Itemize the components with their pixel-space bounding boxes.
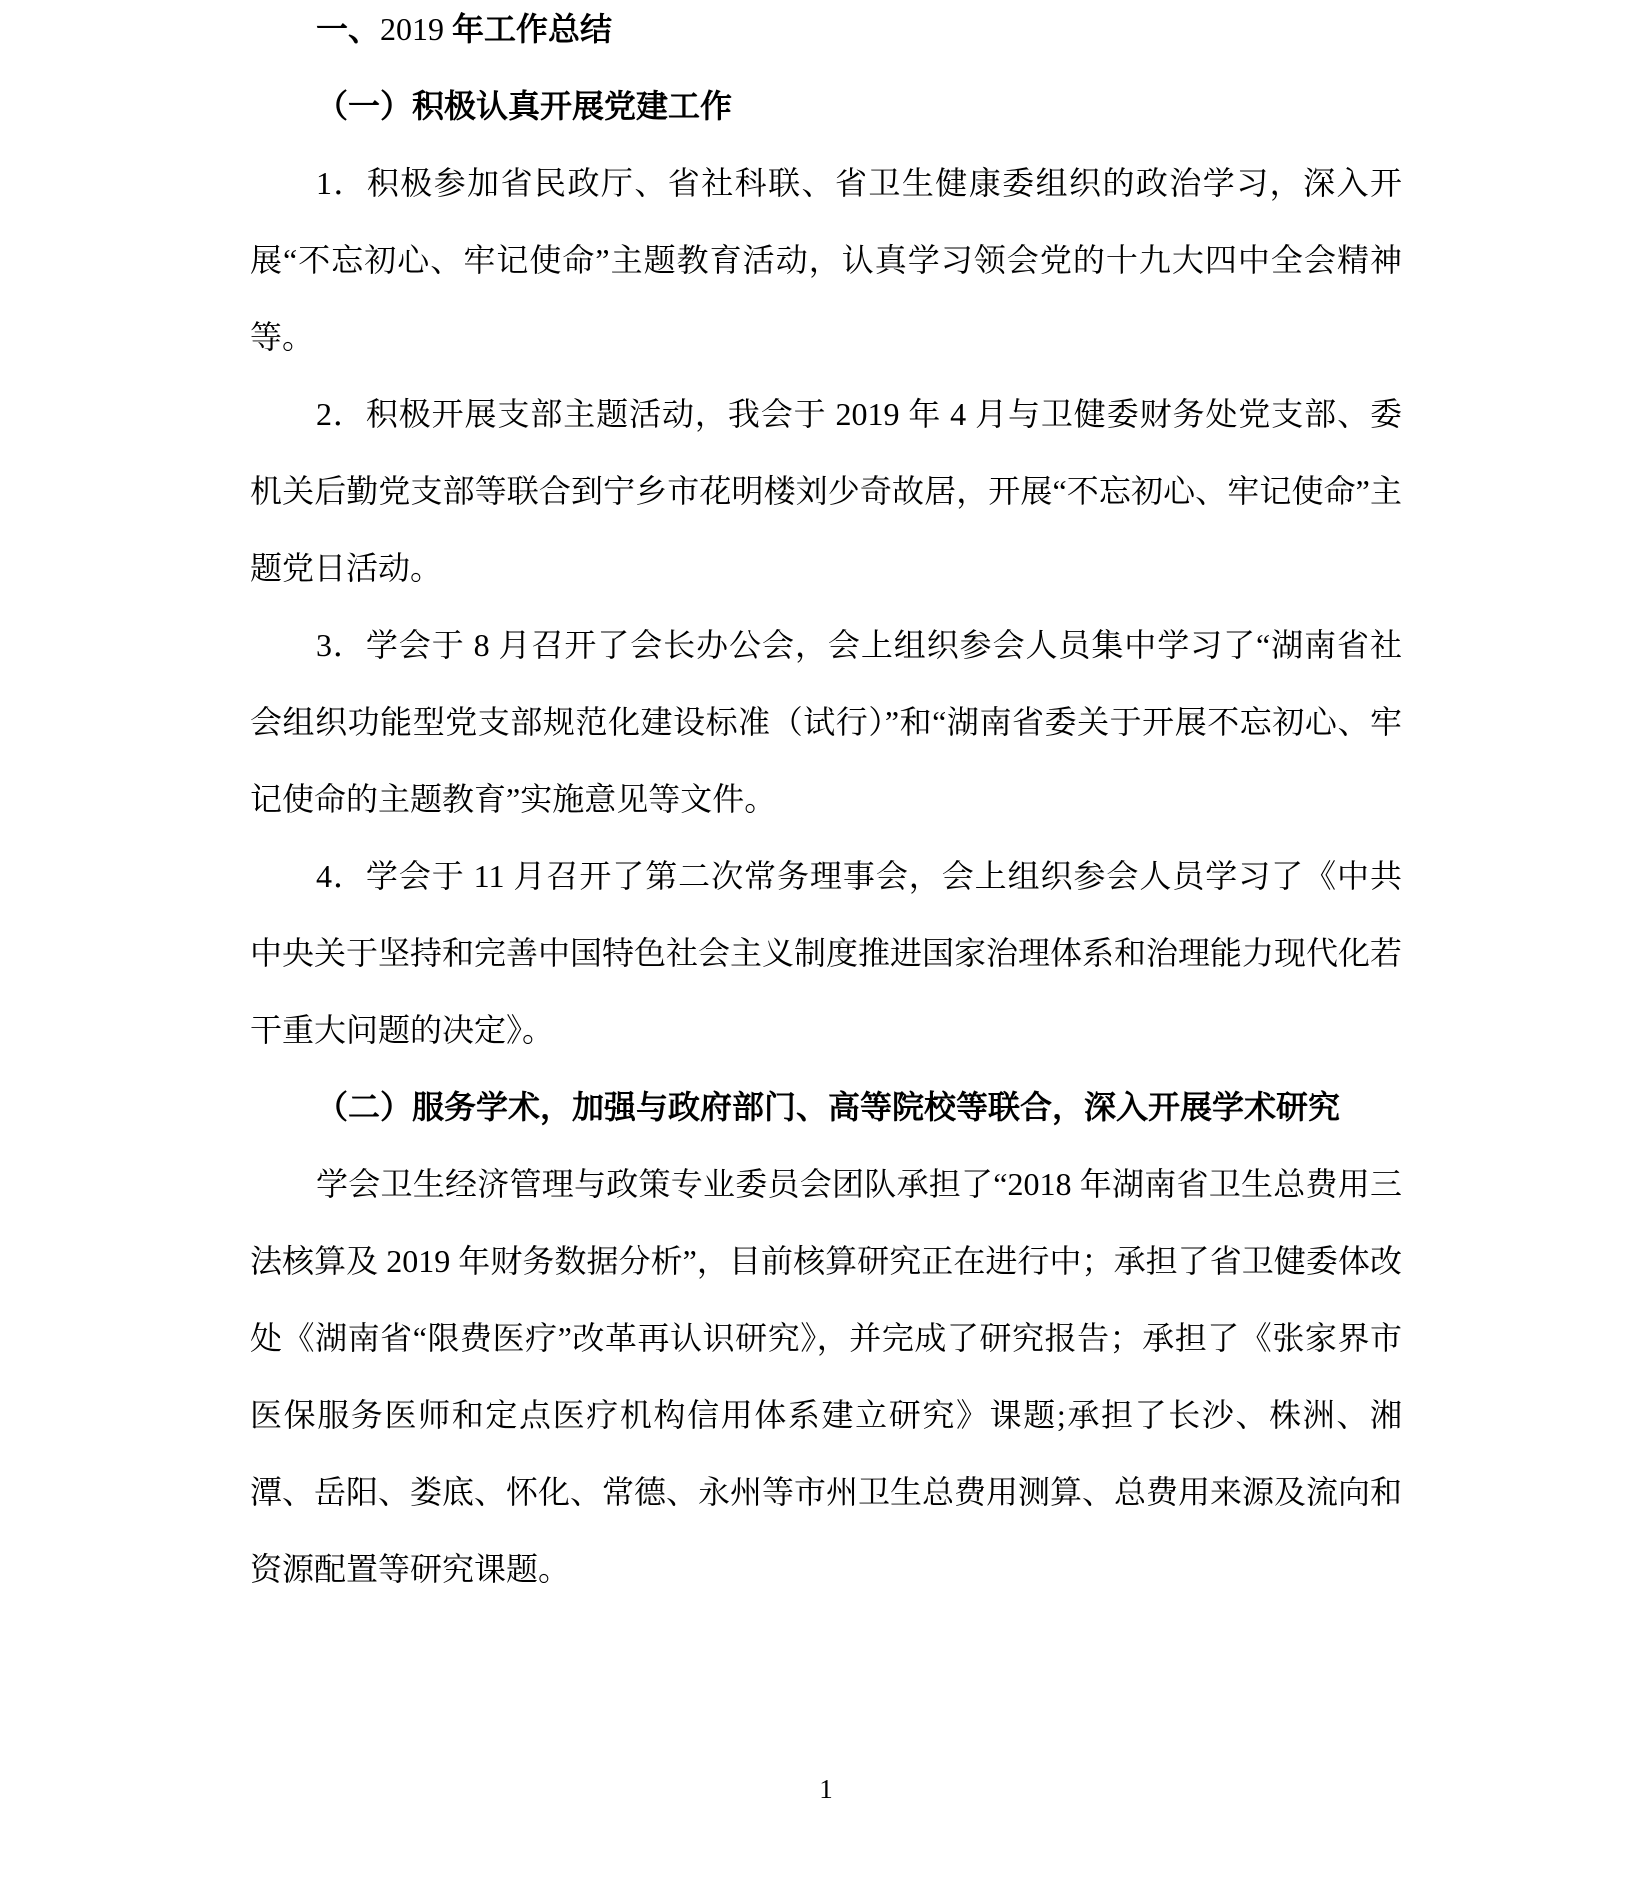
heading-academic-service: （二）服务学术，加强与政府部门、高等院校等联合，深入开展学术研究 (316, 1089, 1341, 1125)
heading-party-building-work: （一）积极认真开展党建工作 (316, 88, 733, 124)
paragraph-president-office-meeting: 3．学会于 8 月召开了会长办公会，会上组织参会人员集中学习了“湖南省社会组织功能型党支部规范化建设标准（试行）”和“湖南省委关于开展不忘初心、牢记使命的主题教育”实施意见等文件。 (250, 627, 1402, 817)
paragraph-council-meeting: 4．学会于 11 月召开了第二次常务理事会，会上组织参会人员学习了《中共中央关于坚持和完善中国特色社会主义制度推进国家治理体系和治理能力现代化若干重大问题的决定》。 (250, 858, 1403, 1048)
paragraph-academic-research: 学会卫生经济管理与政策专业委员会团队承担了“2018 年湖南省卫生总费用三法核算及 2019 年财务数据分析”，目前核算研究正在进行中；承担了省卫健委体改处《湖南省“限费医疗”改革再认识研究》，并完成了研究报告；承担了《张家界市医保服务医师和定点医疗机构信用体系建立研究》课题;承担了长沙、株洲、湘潭、岳阳、娄底、怀化、常德、永州等市州卫生总费用测算、总费用来源及流向和资源配置等研究课题。 (250, 1166, 1403, 1587)
heading-2019-work-summary: 一、2019 年工作总结 (316, 11, 613, 47)
page-number: 1 (819, 1774, 833, 1804)
paragraph-political-study: 1．积极参加省民政厅、省社科联、省卫生健康委组织的政治学习，深入开展“不忘初心、牢记使命”主题教育活动，认真学习领会党的十九大四中全会精神等。 (250, 165, 1402, 355)
document-body (250, 0, 1402, 1608)
paragraph-branch-theme-activity: 2．积极开展支部主题活动，我会于 2019 年 4 月与卫健委财务处党支部、委机关后勤党支部等联合到宁乡市花明楼刘少奇故居，开展“不忘初心、牢记使命”主题党日活动。 (250, 396, 1402, 586)
